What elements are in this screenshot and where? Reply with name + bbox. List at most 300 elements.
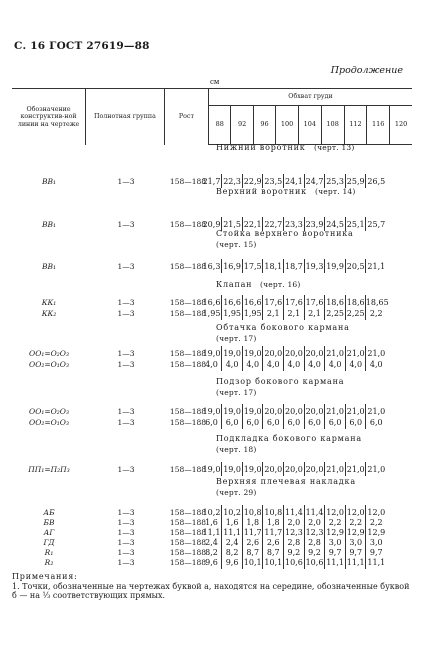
section-subtitle: (черт. 13): [314, 143, 355, 152]
section-subtitle: (черт. 17): [216, 334, 257, 343]
column-divider: [304, 295, 305, 320]
fullness-group: 1—3: [117, 518, 135, 527]
size-header-92: 92: [231, 106, 253, 145]
column-divider: [283, 505, 284, 569]
value-cell: 8,2: [225, 548, 239, 557]
value-cell: 19,0: [223, 465, 241, 474]
value-cell: 25,1: [346, 220, 365, 229]
value-cell: 4,0: [308, 360, 321, 369]
column-divider: [304, 404, 305, 429]
value-cell: 16,6: [223, 298, 241, 307]
value-cell: 19,0: [202, 407, 221, 416]
table-row: [12, 548, 412, 558]
value-cell: 2,6: [266, 538, 280, 547]
column-divider: [221, 174, 222, 188]
height-range: 158—188: [169, 220, 207, 229]
fullness-group: 1—3: [117, 407, 135, 416]
column-divider: [262, 259, 263, 273]
value-cell: 21,0: [326, 349, 344, 358]
value-cell: 6,0: [349, 418, 363, 427]
value-cell: 22,3: [223, 177, 241, 186]
value-cell: 21,0: [367, 465, 386, 474]
column-divider: [324, 174, 325, 188]
table-row: [12, 262, 412, 272]
value-cell: 20,5: [346, 262, 365, 271]
line-designation: АГ: [43, 528, 55, 537]
value-cell: 21,0: [346, 407, 365, 416]
value-cell: 22,7: [264, 220, 283, 229]
line-designation: ВВ₁: [41, 177, 57, 186]
value-cell: 2,2: [328, 518, 342, 527]
size-header-100: 100: [276, 106, 299, 145]
value-cell: 17,5: [243, 262, 262, 271]
value-cell: 9,6: [205, 558, 218, 567]
height-range: 158—188: [169, 309, 207, 318]
notes-heading: Примечания:: [12, 572, 78, 581]
value-cell: 4,0: [328, 360, 342, 369]
column-divider: [221, 404, 222, 429]
value-cell: 1,8: [246, 518, 260, 527]
column-divider: [324, 404, 325, 429]
value-cell: 9,7: [328, 548, 342, 557]
value-cell: 4,0: [205, 360, 218, 369]
column-divider: [304, 346, 305, 371]
value-cell: 22,9: [243, 177, 262, 186]
value-cell: 25,9: [346, 177, 365, 186]
size-header-88: 88: [209, 106, 231, 145]
column-divider: [242, 174, 243, 188]
section-title: Клапан: [216, 280, 253, 289]
value-cell: 10,1: [243, 558, 262, 567]
table-row: [12, 418, 412, 428]
column-divider: [365, 259, 366, 273]
line-designation: ОО₂=О₁О₃: [29, 360, 69, 369]
section-subtitle: (черт. 15): [216, 240, 257, 249]
line-designation: ГД: [43, 538, 55, 547]
value-cell: 21,0: [346, 465, 365, 474]
value-cell: 2,2: [349, 518, 363, 527]
column-divider: [324, 259, 325, 273]
column-divider: [345, 404, 346, 429]
value-cell: 12,9: [326, 528, 344, 537]
value-cell: 1,6: [205, 518, 218, 527]
value-cell: 12,3: [284, 528, 303, 537]
value-cell: 6,0: [266, 418, 280, 427]
value-cell: 6,0: [205, 418, 218, 427]
column-divider: [262, 404, 263, 429]
value-cell: 6,0: [369, 418, 383, 427]
size-header-120: 120: [390, 106, 412, 145]
value-cell: 21,5: [223, 220, 241, 229]
value-cell: 2,1: [266, 309, 280, 318]
line-designation: ВВ₁: [41, 220, 57, 229]
line-designation: КК₁: [41, 298, 57, 307]
fullness-group: 1—3: [117, 262, 135, 271]
section-subtitle: (черт. 17): [216, 388, 257, 397]
value-cell: 11,1: [223, 528, 241, 537]
value-cell: 1,8: [266, 518, 280, 527]
value-cell: 6,0: [246, 418, 260, 427]
table-row: [12, 508, 412, 518]
value-cell: 12,9: [367, 528, 386, 537]
line-designation: R₁: [44, 548, 54, 557]
value-cell: 25,3: [326, 177, 344, 186]
value-cell: 20,0: [264, 465, 283, 474]
section-subtitle: (черт. 16): [260, 280, 301, 289]
table-header: [12, 88, 412, 145]
column-divider: [262, 346, 263, 371]
height-range: 158—188: [169, 360, 207, 369]
column-divider: [345, 346, 346, 371]
column-divider: [324, 462, 325, 476]
line-designation: АБ: [43, 508, 55, 517]
value-cell: 25,7: [367, 220, 386, 229]
value-cell: 8,7: [246, 548, 260, 557]
table-row: [12, 177, 412, 187]
column-divider: [221, 505, 222, 569]
section-title: Подкладка бокового кармана: [216, 434, 362, 443]
value-cell: 8,7: [266, 548, 280, 557]
page-header: С. 16 ГОСТ 27619—88: [14, 40, 150, 52]
value-cell: 11,1: [346, 558, 365, 567]
table-row: [12, 407, 412, 417]
value-cell: 23,5: [264, 177, 283, 186]
value-cell: 11,1: [367, 558, 386, 567]
table-row: [12, 298, 412, 308]
unit-label: см: [210, 78, 220, 86]
value-cell: 9,7: [349, 548, 363, 557]
value-cell: 20,9: [202, 220, 221, 229]
column-divider: [262, 174, 263, 188]
value-cell: 20,0: [284, 465, 303, 474]
table-row: [12, 538, 412, 548]
column-divider: [324, 295, 325, 320]
height-range: 158—188: [169, 558, 207, 567]
value-cell: 19,3: [305, 262, 324, 271]
value-cell: 1,95: [223, 309, 241, 318]
table-row: [12, 309, 412, 319]
value-cell: 9,2: [308, 548, 321, 557]
value-cell: 11,4: [284, 508, 303, 517]
value-cell: 2,1: [287, 309, 301, 318]
fullness-group: 1—3: [117, 508, 135, 517]
value-cell: 24,1: [284, 177, 303, 186]
value-cell: 21,0: [346, 349, 365, 358]
value-cell: 12,9: [346, 528, 365, 537]
line-designation: КК₂: [41, 309, 57, 318]
line-designation: БВ: [43, 518, 55, 527]
height-range: 158—188: [169, 538, 207, 547]
value-cell: 20,0: [264, 407, 283, 416]
height-range: 158—188: [169, 548, 207, 557]
value-cell: 12,0: [367, 508, 386, 517]
value-cell: 2,1: [308, 309, 321, 318]
value-cell: 4,0: [246, 360, 260, 369]
value-cell: 11,4: [305, 508, 324, 517]
value-cell: 9,7: [369, 548, 383, 557]
line-designation: ОО₁=О₂О₃: [29, 407, 69, 416]
column-divider: [304, 259, 305, 273]
line-designation: ВВ₁: [41, 262, 57, 271]
value-cell: 2,8: [308, 538, 321, 547]
height-range: 158—188: [169, 418, 207, 427]
value-cell: 4,0: [369, 360, 383, 369]
column-divider: [365, 404, 366, 429]
value-cell: 17,6: [284, 298, 303, 307]
value-cell: 23,3: [284, 220, 303, 229]
size-header-116: 116: [367, 106, 390, 145]
value-cell: 16,6: [202, 298, 221, 307]
value-cell: 4,0: [225, 360, 239, 369]
value-cell: 10,8: [243, 508, 262, 517]
column-divider: [283, 404, 284, 429]
column-divider: [221, 346, 222, 371]
column-divider: [365, 346, 366, 371]
value-cell: 21,0: [326, 465, 344, 474]
value-cell: 6,0: [328, 418, 342, 427]
value-cell: 10,6: [284, 558, 303, 567]
size-header-108: 108: [321, 106, 344, 145]
fullness-group: 1—3: [117, 309, 135, 318]
col-height-header: Рост: [164, 89, 208, 145]
value-cell: 22,1: [243, 220, 262, 229]
value-cell: 11,1: [202, 528, 221, 537]
value-cell: 4,0: [266, 360, 280, 369]
height-range: 158—188: [169, 465, 207, 474]
section-title: Нижний воротник: [216, 143, 306, 152]
fullness-group: 1—3: [117, 558, 135, 567]
col-designation-header: Обозначение конструктив-ной линии на чертеже: [12, 89, 86, 145]
value-cell: 10,2: [202, 508, 221, 517]
section-title: Обтачка бокового кармана: [216, 323, 350, 332]
fullness-group: 1—3: [117, 298, 135, 307]
value-cell: 21,0: [367, 407, 386, 416]
value-cell: 18,65: [365, 298, 389, 307]
table-row: [12, 528, 412, 538]
section-subtitle: (черт. 29): [216, 488, 257, 497]
value-cell: 2,6: [246, 538, 260, 547]
line-designation: ПП₁=П₂П₃: [28, 465, 70, 474]
section-subtitle: (черт. 18): [216, 445, 257, 454]
table-row: [12, 349, 412, 359]
value-cell: 21,7: [202, 177, 221, 186]
value-cell: 2,0: [287, 518, 301, 527]
value-cell: 2,4: [225, 538, 239, 547]
column-divider: [304, 505, 305, 569]
value-cell: 17,6: [264, 298, 283, 307]
fullness-group: 1—3: [117, 177, 135, 186]
table-row: [12, 360, 412, 370]
section-subtitle: (черт. 14): [315, 187, 356, 196]
value-cell: 19,0: [243, 465, 262, 474]
value-cell: 9,2: [287, 548, 301, 557]
section-title: Стойка верхнего воротника: [216, 229, 354, 238]
value-cell: 20,0: [305, 349, 324, 358]
column-divider: [324, 505, 325, 569]
value-cell: 4,0: [349, 360, 363, 369]
column-divider: [304, 174, 305, 188]
value-cell: 6,0: [308, 418, 321, 427]
column-divider: [283, 259, 284, 273]
value-cell: 10,1: [264, 558, 283, 567]
column-divider: [242, 259, 243, 273]
fullness-group: 1—3: [117, 465, 135, 474]
size-header-104: 104: [298, 106, 321, 145]
value-cell: 1,95: [243, 309, 262, 318]
value-cell: 10,8: [264, 508, 283, 517]
column-divider: [365, 505, 366, 569]
value-cell: 19,0: [243, 407, 262, 416]
section-title: Верхний воротник: [216, 187, 307, 196]
value-cell: 24,5: [326, 220, 344, 229]
value-cell: 2,4: [205, 538, 218, 547]
value-cell: 9,6: [225, 558, 239, 567]
height-range: 158—188: [169, 518, 207, 527]
height-range: 158—188: [169, 177, 207, 186]
value-cell: 1,6: [225, 518, 239, 527]
height-range: 158—188: [169, 528, 207, 537]
continuation-label: Продолжение: [330, 65, 403, 76]
value-cell: 17,6: [305, 298, 324, 307]
notes-text: 1. Точки, обозначенные на чертежах буквой а, находятся на середине, обозначенные буквой б — на ⅓ соответствующих прямых.: [12, 581, 410, 601]
column-divider: [242, 346, 243, 371]
value-cell: 19,0: [202, 349, 221, 358]
value-cell: 1,95: [202, 309, 221, 318]
line-designation: ОО₁=О₂О₃: [29, 349, 69, 358]
column-divider: [283, 462, 284, 476]
column-divider: [242, 462, 243, 476]
column-divider: [221, 462, 222, 476]
value-cell: 21,0: [326, 407, 344, 416]
line-designation: R₂: [44, 558, 54, 567]
value-cell: 23,9: [305, 220, 324, 229]
column-divider: [283, 295, 284, 320]
value-cell: 18,6: [346, 298, 365, 307]
fullness-group: 1—3: [117, 220, 135, 229]
fullness-group: 1—3: [117, 548, 135, 557]
height-range: 158—188: [169, 349, 207, 358]
height-range: 158—188: [169, 262, 207, 271]
column-divider: [262, 462, 263, 476]
value-cell: 2,2: [369, 518, 383, 527]
value-cell: 10,2: [223, 508, 241, 517]
value-cell: 2,8: [287, 538, 301, 547]
size-header-96: 96: [253, 106, 275, 145]
value-cell: 2,25: [346, 309, 365, 318]
column-divider: [221, 259, 222, 273]
value-cell: 26,5: [367, 177, 386, 186]
section-title: Подзор бокового кармана: [216, 377, 345, 386]
column-divider: [365, 217, 366, 231]
column-divider: [345, 259, 346, 273]
value-cell: 12,3: [305, 528, 324, 537]
size-header-112: 112: [344, 106, 367, 145]
fullness-group: 1—3: [117, 538, 135, 547]
value-cell: 2,25: [326, 309, 344, 318]
column-divider: [365, 462, 366, 476]
table-row: [12, 558, 412, 568]
value-cell: 8,2: [205, 548, 218, 557]
value-cell: 20,0: [305, 407, 324, 416]
value-cell: 12,0: [326, 508, 344, 517]
column-divider: [365, 295, 366, 320]
value-cell: 21,1: [367, 262, 386, 271]
value-cell: 6,0: [287, 418, 301, 427]
height-range: 158—188: [169, 508, 207, 517]
value-cell: 16,6: [243, 298, 262, 307]
value-cell: 6,0: [225, 418, 239, 427]
column-divider: [283, 174, 284, 188]
notes: [12, 572, 412, 601]
value-cell: 19,0: [202, 465, 221, 474]
value-cell: 19,9: [326, 262, 344, 271]
value-cell: 19,0: [223, 407, 241, 416]
value-cell: 11,1: [326, 558, 344, 567]
column-divider: [262, 295, 263, 320]
column-divider: [345, 295, 346, 320]
value-cell: 16,9: [223, 262, 241, 271]
value-cell: 4,0: [287, 360, 301, 369]
chest-header: Обхват груди: [209, 89, 412, 106]
column-divider: [262, 505, 263, 569]
column-divider: [365, 174, 366, 188]
fullness-group: 1—3: [117, 349, 135, 358]
height-range: 158—188: [169, 407, 207, 416]
column-divider: [221, 295, 222, 320]
column-divider: [242, 295, 243, 320]
value-cell: 21,0: [367, 349, 386, 358]
value-cell: 10,6: [305, 558, 324, 567]
column-divider: [242, 404, 243, 429]
fullness-group: 1—3: [117, 528, 135, 537]
col-group-header: Полнотная группа: [86, 89, 165, 145]
value-cell: 20,0: [284, 407, 303, 416]
value-cell: 18,6: [326, 298, 344, 307]
value-cell: 20,0: [264, 349, 283, 358]
column-divider: [304, 462, 305, 476]
value-cell: 3,0: [369, 538, 383, 547]
value-cell: 18,1: [264, 262, 283, 271]
value-cell: 2,2: [369, 309, 383, 318]
value-cell: 19,0: [223, 349, 241, 358]
value-cell: 3,0: [349, 538, 363, 547]
column-divider: [345, 174, 346, 188]
value-cell: 19,0: [243, 349, 262, 358]
fullness-group: 1—3: [117, 418, 135, 427]
height-range: 158—188: [169, 298, 207, 307]
column-divider: [345, 462, 346, 476]
value-cell: 2,0: [308, 518, 321, 527]
value-cell: 16,3: [202, 262, 221, 271]
value-cell: 3,0: [328, 538, 342, 547]
column-divider: [324, 346, 325, 371]
fullness-group: 1—3: [117, 360, 135, 369]
value-cell: 11,7: [264, 528, 283, 537]
value-cell: 18,7: [284, 262, 303, 271]
column-divider: [345, 505, 346, 569]
table-row: [12, 465, 412, 475]
section-title: Верхняя плечевая накладка: [216, 477, 356, 486]
value-cell: 12,0: [346, 508, 365, 517]
value-cell: 20,0: [305, 465, 324, 474]
value-cell: 11,7: [243, 528, 262, 537]
value-cell: 24,7: [305, 177, 324, 186]
value-cell: 20,0: [284, 349, 303, 358]
table-row: [12, 518, 412, 528]
column-divider: [242, 505, 243, 569]
line-designation: ОО₂=О₁О₃: [29, 418, 69, 427]
column-divider: [283, 346, 284, 371]
